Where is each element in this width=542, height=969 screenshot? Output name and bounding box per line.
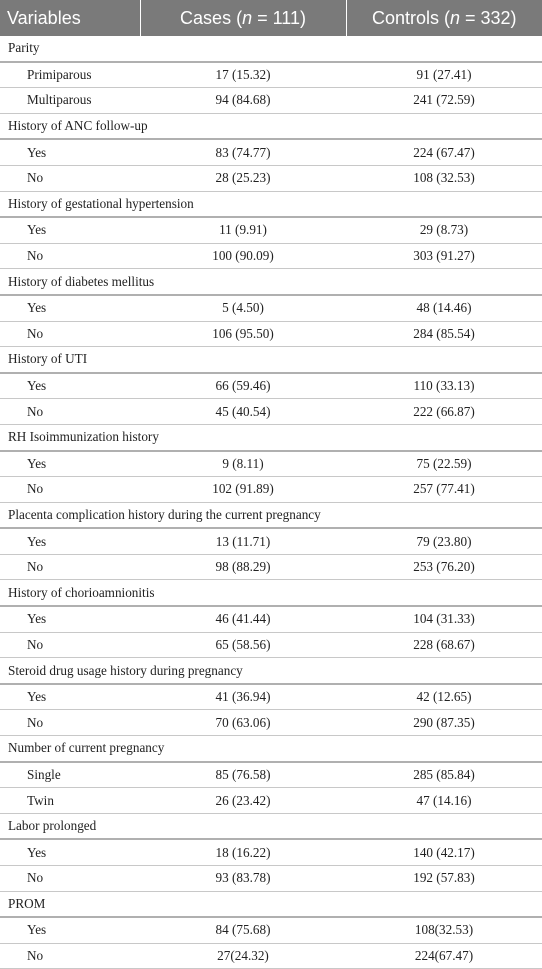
controls-value: 257 (77.41) xyxy=(346,477,542,503)
row-label: Yes xyxy=(0,217,140,243)
table-row xyxy=(0,684,542,710)
group-label: History of ANC follow-up xyxy=(0,113,542,139)
row-label: Yes xyxy=(0,528,140,554)
table-row xyxy=(0,477,542,503)
table-row xyxy=(0,917,542,943)
header-cases-post: = 111) xyxy=(252,7,306,28)
row-label: Yes xyxy=(0,684,140,710)
row-label: No xyxy=(0,632,140,658)
group-row xyxy=(0,658,542,684)
table-row xyxy=(0,217,542,243)
row-label: No xyxy=(0,165,140,191)
cases-value: 84 (75.68) xyxy=(140,917,346,943)
table-row xyxy=(0,139,542,165)
controls-value: 222 (66.87) xyxy=(346,399,542,425)
cases-value: 41 (36.94) xyxy=(140,684,346,710)
group-label: History of chorioamnionitis xyxy=(0,580,542,606)
controls-value: 110 (33.13) xyxy=(346,373,542,399)
group-row xyxy=(0,580,542,606)
controls-value: 79 (23.80) xyxy=(346,528,542,554)
header-cases-n: n xyxy=(242,7,253,28)
row-label: Yes xyxy=(0,606,140,632)
row-label: Yes xyxy=(0,373,140,399)
table-header xyxy=(0,0,542,36)
controls-value: 303 (91.27) xyxy=(346,243,542,269)
group-label: History of UTI xyxy=(0,347,542,373)
group-row xyxy=(0,113,542,139)
group-label: Placenta complication history during the current pregnancy xyxy=(0,502,542,528)
row-label: Yes xyxy=(0,295,140,321)
cases-value: 106 (95.50) xyxy=(140,321,346,347)
controls-value: 42 (12.65) xyxy=(346,684,542,710)
row-label: No xyxy=(0,943,140,969)
header-controls-n: n xyxy=(449,7,460,28)
controls-value: 241 (72.59) xyxy=(346,88,542,114)
row-label: Single xyxy=(0,762,140,788)
group-row xyxy=(0,269,542,295)
controls-value: 91 (27.41) xyxy=(346,62,542,88)
controls-value: 29 (8.73) xyxy=(346,217,542,243)
controls-value: 285 (85.84) xyxy=(346,762,542,788)
group-row xyxy=(0,736,542,762)
group-row xyxy=(0,36,542,62)
group-row xyxy=(0,502,542,528)
group-row xyxy=(0,891,542,917)
group-label: Parity xyxy=(0,36,542,62)
cases-value: 28 (25.23) xyxy=(140,165,346,191)
controls-value: 284 (85.54) xyxy=(346,321,542,347)
group-label: History of diabetes mellitus xyxy=(0,269,542,295)
table-row xyxy=(0,632,542,658)
controls-value: 108(32.53) xyxy=(346,917,542,943)
table-row xyxy=(0,866,542,892)
controls-value: 140 (42.17) xyxy=(346,839,542,865)
row-label: Yes xyxy=(0,917,140,943)
cases-value: 17 (15.32) xyxy=(140,62,346,88)
table-row xyxy=(0,295,542,321)
group-label: Steroid drug usage history during pregnancy xyxy=(0,658,542,684)
header-controls xyxy=(346,0,542,36)
table-row xyxy=(0,321,542,347)
controls-value: 108 (32.53) xyxy=(346,165,542,191)
cases-value: 65 (58.56) xyxy=(140,632,346,658)
cases-value: 100 (90.09) xyxy=(140,243,346,269)
controls-value: 75 (22.59) xyxy=(346,451,542,477)
row-label: No xyxy=(0,554,140,580)
table-row xyxy=(0,710,542,736)
table-row xyxy=(0,399,542,425)
header-variables: Variables xyxy=(0,0,140,36)
controls-value: 192 (57.83) xyxy=(346,866,542,892)
header-controls-post: = 332) xyxy=(460,7,517,28)
cases-value: 85 (76.58) xyxy=(140,762,346,788)
cases-value: 11 (9.91) xyxy=(140,217,346,243)
row-label: Multiparous xyxy=(0,88,140,114)
row-label: Yes xyxy=(0,839,140,865)
table-row xyxy=(0,943,542,969)
controls-value: 224 (67.47) xyxy=(346,139,542,165)
table-row xyxy=(0,451,542,477)
row-label: Yes xyxy=(0,139,140,165)
group-row xyxy=(0,813,542,839)
group-label: Number of current pregnancy xyxy=(0,736,542,762)
cases-value: 18 (16.22) xyxy=(140,839,346,865)
group-label: RH Isoimmunization history xyxy=(0,424,542,450)
table-row xyxy=(0,839,542,865)
table-row xyxy=(0,554,542,580)
group-label: PROM xyxy=(0,891,542,917)
cases-value: 46 (41.44) xyxy=(140,606,346,632)
table-row xyxy=(0,528,542,554)
controls-value: 253 (76.20) xyxy=(346,554,542,580)
cases-value: 13 (11.71) xyxy=(140,528,346,554)
table-row xyxy=(0,762,542,788)
header-cases-pre: Cases ( xyxy=(180,7,243,28)
controls-value: 290 (87.35) xyxy=(346,710,542,736)
row-label: No xyxy=(0,399,140,425)
header-controls-pre: Controls ( xyxy=(371,7,450,28)
cases-value: 5 (4.50) xyxy=(140,295,346,321)
controls-value: 224(67.47) xyxy=(346,943,542,969)
row-label: No xyxy=(0,710,140,736)
cases-value: 45 (40.54) xyxy=(140,399,346,425)
table-body xyxy=(0,36,542,969)
group-row xyxy=(0,347,542,373)
group-row xyxy=(0,191,542,217)
group-label: Labor prolonged xyxy=(0,813,542,839)
cases-value: 93 (83.78) xyxy=(140,866,346,892)
table-row xyxy=(0,88,542,114)
controls-value: 104 (31.33) xyxy=(346,606,542,632)
row-label: No xyxy=(0,321,140,347)
controls-value: 47 (14.16) xyxy=(346,788,542,814)
table-row xyxy=(0,373,542,399)
table-row xyxy=(0,165,542,191)
cases-value: 27(24.32) xyxy=(140,943,346,969)
row-label: No xyxy=(0,243,140,269)
controls-value: 228 (68.67) xyxy=(346,632,542,658)
cases-value: 66 (59.46) xyxy=(140,373,346,399)
row-label: No xyxy=(0,866,140,892)
table-row xyxy=(0,788,542,814)
cases-value: 26 (23.42) xyxy=(140,788,346,814)
header-cases xyxy=(140,0,346,36)
cases-value: 83 (74.77) xyxy=(140,139,346,165)
table-row xyxy=(0,62,542,88)
cases-value: 9 (8.11) xyxy=(140,451,346,477)
row-label: Primiparous xyxy=(0,62,140,88)
row-label: No xyxy=(0,477,140,503)
controls-value: 48 (14.46) xyxy=(346,295,542,321)
cases-value: 102 (91.89) xyxy=(140,477,346,503)
cases-value: 94 (84.68) xyxy=(140,88,346,114)
header-row xyxy=(0,0,542,36)
cases-value: 70 (63.06) xyxy=(140,710,346,736)
group-row xyxy=(0,424,542,450)
table-row xyxy=(0,243,542,269)
table-row xyxy=(0,606,542,632)
row-label: Twin xyxy=(0,788,140,814)
row-label: Yes xyxy=(0,451,140,477)
cases-value: 98 (88.29) xyxy=(140,554,346,580)
group-label: History of gestational hypertension xyxy=(0,191,542,217)
